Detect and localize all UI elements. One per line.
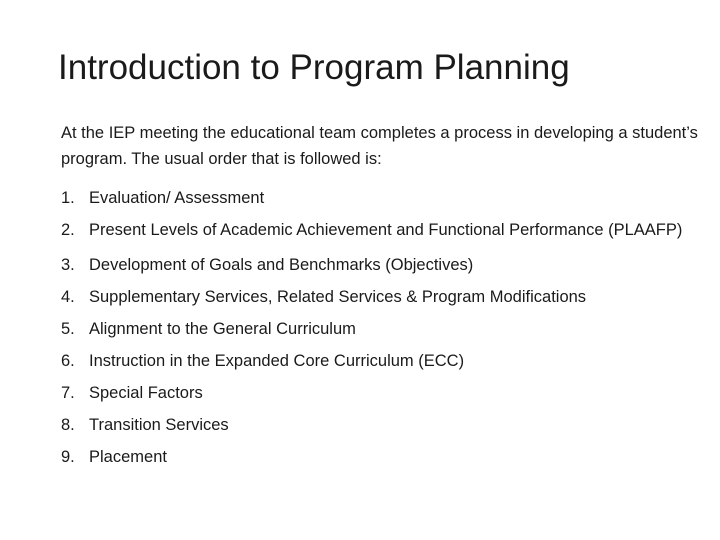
step-number: 5. [61, 320, 75, 338]
step-number: 1. [61, 189, 75, 207]
list-item [61, 316, 701, 342]
list-item [61, 444, 701, 470]
intro-paragraph: At the IEP meeting the educational team completes a process in developing a student’s program. The usual order that is followed is: [61, 124, 698, 168]
list-item [61, 252, 701, 278]
step-number: 3. [61, 256, 75, 274]
step-number: 4. [61, 288, 75, 306]
step-number: 7. [61, 384, 75, 402]
step-text: Supplementary Services, Related Services & Program Modifications [89, 288, 587, 306]
step-text: Evaluation/ Assessment [89, 189, 265, 207]
step-text: Instruction in the Expanded Core Curriculum (ECC) [89, 352, 465, 370]
step-text: Special Factors [89, 384, 203, 402]
list-item [61, 284, 701, 310]
list-item [61, 380, 701, 406]
list-item [61, 217, 701, 243]
step-number: 6. [61, 352, 75, 370]
step-text: Placement [89, 448, 167, 466]
step-text: Transition Services [89, 416, 229, 434]
step-text: Alignment to the General Curriculum [89, 320, 356, 338]
list-item [61, 185, 701, 211]
steps-list [61, 185, 701, 476]
step-number: 2. [61, 221, 75, 239]
step-number: 9. [61, 448, 75, 466]
step-text: Development of Goals and Benchmarks (Objectives) [89, 256, 474, 274]
slide-title: Introduction to Program Planning [58, 48, 570, 87]
list-item [61, 348, 701, 374]
step-number: 8. [61, 416, 75, 434]
list-item [61, 412, 701, 438]
step-text: Present Levels of Academic Achievement and Functional Performance (PLAAFP) [89, 221, 683, 239]
